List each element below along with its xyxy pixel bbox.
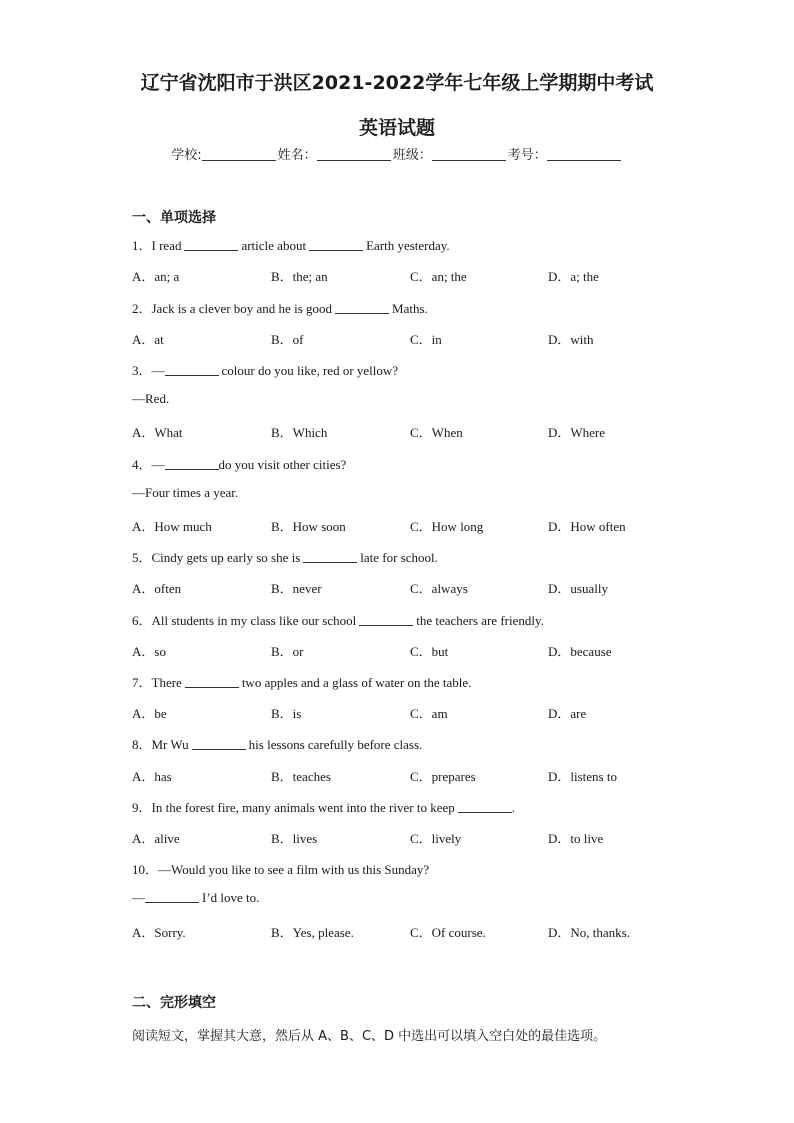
question-text: late for school. [360,550,438,565]
answer-blank [185,675,239,688]
answer-blank [145,890,199,903]
answer-blank [303,550,357,563]
question-text: 5．Cindy gets up early so she is [132,550,301,565]
option-a[interactable]: A．How much [132,519,212,534]
answer-blank [458,800,512,813]
option-c[interactable]: C．How long [410,519,484,534]
question-text: two apples and a glass of water on the table. [241,675,472,690]
number-label: 考号： [507,148,547,163]
option-c[interactable]: C．in [410,332,442,347]
answer-3: —Red. [132,391,170,406]
question-text: do you visit other cities? [218,457,347,472]
question-7 [132,672,471,691]
question-2 [132,298,428,317]
answer-dash: — [132,890,145,905]
option-a[interactable]: A．at [132,332,164,347]
answer-blank [165,363,219,376]
question-text: 7．There [132,675,182,690]
answer-blank [359,613,413,626]
student-info-row [0,144,794,163]
option-c[interactable]: C．an; the [410,269,467,284]
name-blank[interactable] [317,147,391,161]
answer-text: I’d love to. [202,890,260,905]
question-text: the teachers are friendly. [416,613,544,628]
section2-heading: 二、完形填空 [132,995,216,1011]
answer-blank [335,301,389,314]
section2-instructions: 阅读短文，掌握其大意，然后从 A、B、C、D 中选出可以填入空白处的最佳选项。 [132,1029,607,1044]
option-d[interactable]: D．usually [548,581,608,596]
options-8 [132,766,732,784]
option-b[interactable]: B．lives [271,831,318,846]
options-3 [132,422,732,440]
option-d[interactable]: D．a; the [548,269,599,284]
class-label: 班级： [392,148,432,163]
page-subtitle: 英语试题 [358,117,435,139]
answer-blank [184,238,238,251]
question-3 [132,360,398,379]
answer-blank [192,737,246,750]
option-b[interactable]: B．Which [271,425,328,440]
question-6 [132,610,544,629]
answer-blank [165,457,219,470]
question-4 [132,454,346,473]
option-a[interactable]: A．so [132,644,166,659]
options-7 [132,703,732,721]
option-a[interactable]: A．alive [132,831,180,846]
question-text: 10．—Would you like to see a film with us this Sunday? [132,862,430,877]
question-text: colour do you like, red or yellow? [221,363,399,378]
options-10 [132,922,732,940]
options-5 [132,578,732,596]
option-a[interactable]: A．has [132,769,172,784]
option-d[interactable]: D．No, thanks. [548,925,630,940]
option-d[interactable]: D．because [548,644,612,659]
option-b[interactable]: B．is [271,706,302,721]
option-d[interactable]: D．with [548,332,594,347]
question-text: 6．All students in my class like our school [132,613,357,628]
answer-10 [132,890,259,906]
option-a[interactable]: A．What [132,425,183,440]
question-text: . [511,800,515,815]
option-c[interactable]: C．always [410,581,468,596]
question-text: 9．In the forest fire, many animals went into the river to keep [132,800,455,815]
option-c[interactable]: C．lively [410,831,462,846]
option-a[interactable]: A．Sorry. [132,925,186,940]
question-1 [132,235,450,254]
options-6 [132,641,732,659]
option-c[interactable]: C．When [410,425,463,440]
question-text: Earth yesterday. [366,238,450,253]
option-b[interactable]: B．Yes, please. [271,925,354,940]
option-d[interactable]: D．to live [548,831,604,846]
options-1 [132,266,732,284]
question-text: 4．— [132,457,165,472]
option-d[interactable]: D．listens to [548,769,617,784]
question-text: his lessons carefully before class. [248,737,423,752]
options-9 [132,828,732,846]
question-text: article about [241,238,307,253]
option-c[interactable]: C．prepares [410,769,476,784]
option-c[interactable]: C．am [410,706,448,721]
option-b[interactable]: B．teaches [271,769,331,784]
question-text: 1．I read [132,238,182,253]
question-9 [132,797,515,816]
answer-blank [309,238,363,251]
question-10 [132,859,429,878]
option-b[interactable]: B．of [271,332,304,347]
question-text: 2．Jack is a clever boy and he is good [132,301,333,316]
option-d[interactable]: D．Where [548,425,606,440]
section1-heading: 一、单项选择 [132,210,216,226]
school-label: 学校: [171,148,202,163]
option-d[interactable]: D．are [548,706,587,721]
options-2 [132,329,732,347]
option-a[interactable]: A．often [132,581,182,596]
option-a[interactable]: A．be [132,706,167,721]
option-c[interactable]: C．but [410,644,449,659]
question-text: 8．Mr Wu [132,737,189,752]
question-8 [132,734,422,753]
question-text: Maths. [392,301,428,316]
number-blank[interactable] [547,147,621,161]
question-5 [132,547,438,566]
option-c[interactable]: C．Of course. [410,925,486,940]
option-b[interactable]: B．never [271,581,322,596]
option-b[interactable]: B．the; an [271,269,328,284]
name-label: 姓名： [277,148,317,163]
option-b[interactable]: B．How soon [271,519,346,534]
class-blank[interactable] [432,147,506,161]
school-blank[interactable] [202,147,276,161]
options-4 [132,516,732,534]
option-a[interactable]: A．an; a [132,269,180,284]
option-b[interactable]: B．or [271,644,304,659]
answer-4: —Four times a year. [132,485,239,500]
question-text: 3．— [132,363,165,378]
option-d[interactable]: D．How often [548,519,626,534]
page-title: 辽宁省沈阳市于洪区2021-2022学年七年级上学期期中考试 [140,72,654,94]
